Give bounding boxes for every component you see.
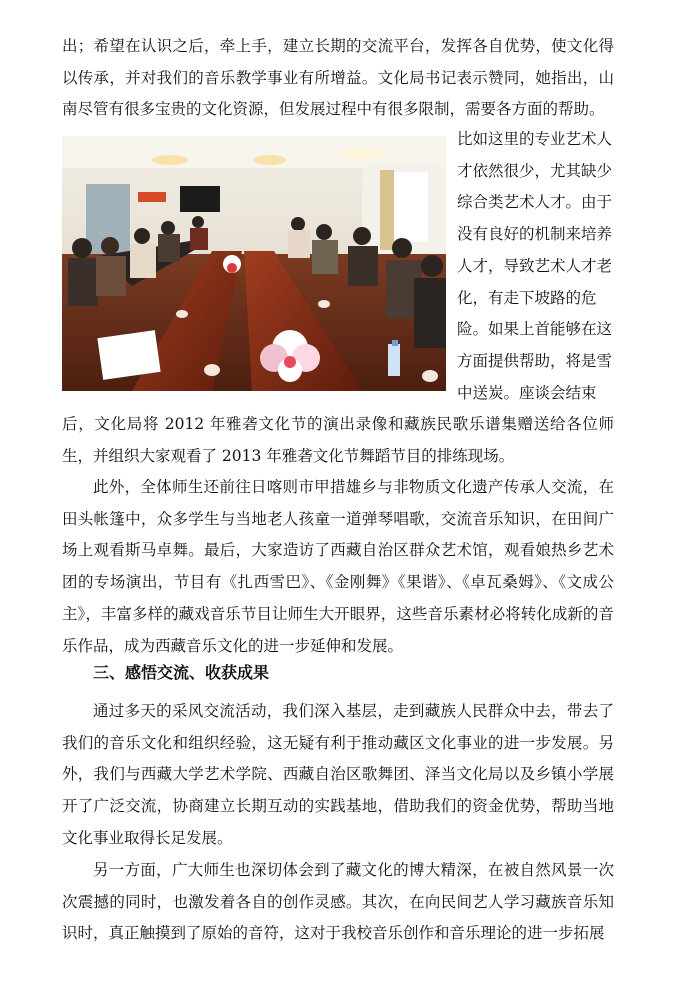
meeting-photo	[62, 136, 446, 391]
paragraph-field-trip: 此外，全体师生还前往日喀则市甲措雄乡与非物质文化遗产传承人交流，在田头帐篷中，众多学生与当地老人孩童一道弹琴唱歌，交流音乐知识，在田间广场上观看斯马卓舞。最后，大家造访了西藏自治区群众艺术馆，观看娘热乡艺术团的专场演出，节目有《扎西雪巴》、《金刚舞》《果谐》、《卓瓦桑姆》、《文成公主》，丰富多样的藏戏音乐节目让师生大开眼界，这些音乐素材必将转化成新的音乐作品，成为西藏音乐文化的进一步延伸和发展。	[62, 478, 614, 655]
paragraph-beside-photo: 比如这里的专业艺术人才依然很少，尤其缺少综合类艺术人才。由于没有良好的机制来培养人才，导致艺术人才老化，有走下坡路的危险。如果上首能够在这方面提供帮助，将是雪中送炭。座谈会结束	[457, 130, 613, 402]
paragraph-outcomes: 通过多天的采风交流活动，我们深入基层，走到藏族人民群众中去，带去了我们的音乐文化和组织经验，这无疑有利于推动藏区文化事业的进一步发展。另外，我们与西藏大学艺术学院、西藏自治区歌舞团、泽当文化局以及乡镇小学展开了广泛交流，协商建立长期互动的实践基地，借助我们的资金优势，帮助当地文化事业取得长足发展。	[62, 702, 614, 847]
meeting-photo-icon	[62, 136, 446, 391]
paragraph-reflection: 另一方面，广大师生也深切体会到了藏文化的博大精深，在被自然风景一次次震撼的同时，也激发着各自的创作灵感。其次，在向民间艺人学习藏族音乐知识时，真正触摸到了原始的音符，这对于我校音乐创作和音乐理论的进一步拓展	[62, 861, 614, 943]
paragraph-intro: 出；希望在认识之后，牵上手，建立长期的交流平台，发挥各自优势，使文化得以传承，并对我们的音乐教学事业有所增益。文化局书记表示赞同，她指出，山南尽管有很多宝贵的文化资源，但发展过程中有很多限制，需要各方面的帮助。	[62, 37, 614, 119]
section-heading: 三、感悟交流、收获成果	[93, 663, 270, 682]
paragraph-after-photo: 后，文化局将 2012 年雅砻文化节的演出录像和藏族民歌乐谱集赠送给各位师生，并组织大家观看了 2013 年雅砻文化节舞蹈节目的排练现场。	[62, 415, 614, 465]
